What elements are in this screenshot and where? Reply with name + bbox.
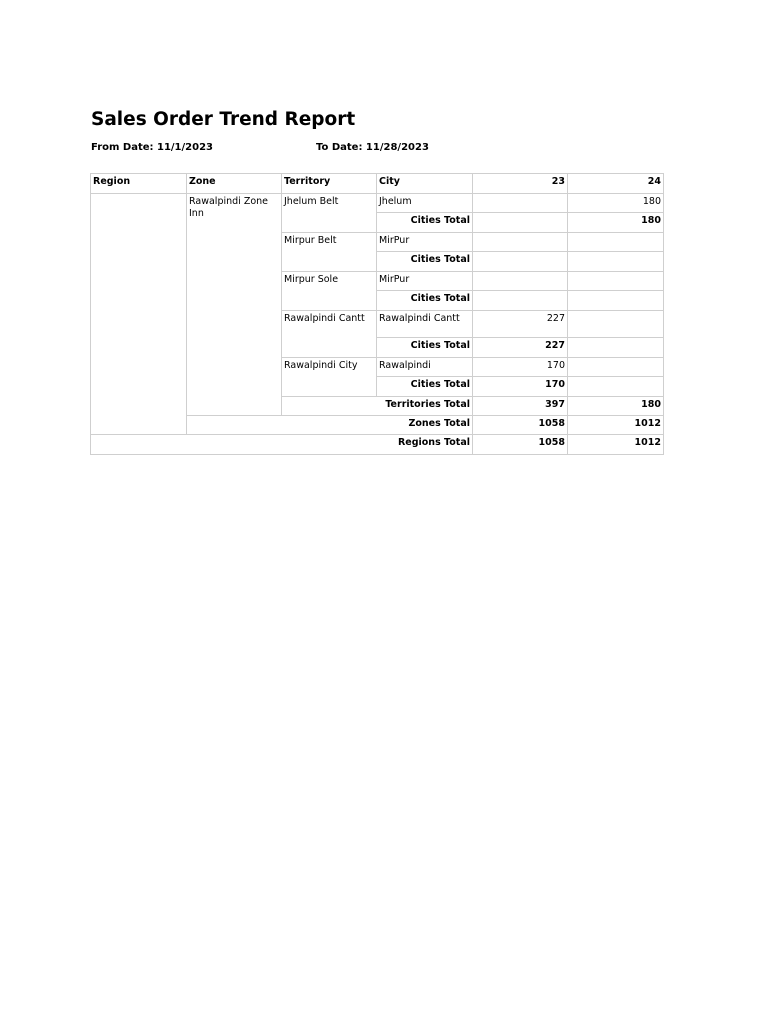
header-row (91, 174, 664, 194)
to-date-label: To Date: 11/28/2023 (316, 142, 429, 153)
city-value-23: 227 (473, 311, 568, 338)
cities-total-23: 227 (473, 338, 568, 358)
header-region: Region (91, 174, 187, 194)
territories-total-label: Territories Total (282, 397, 473, 416)
regions-total-23: 1058 (473, 435, 568, 455)
regions-total-label: Regions Total (91, 435, 473, 455)
header-territory: Territory (282, 174, 377, 194)
city-cell: MirPur (377, 233, 473, 252)
city-cell: MirPur (377, 272, 473, 291)
city-value-23 (473, 272, 568, 291)
city-cell: Rawalpindi (377, 358, 473, 377)
zones-total-23: 1058 (473, 416, 568, 435)
cities-total-label: Cities Total (377, 252, 473, 272)
territories-total-23: 397 (473, 397, 568, 416)
cities-total-24 (568, 291, 664, 311)
cities-total-label: Cities Total (377, 377, 473, 397)
city-value-23 (473, 194, 568, 213)
city-value-24: 180 (568, 194, 664, 213)
header-city: City (377, 174, 473, 194)
header-col-24: 24 (568, 174, 664, 194)
city-value-23: 170 (473, 358, 568, 377)
cities-total-24 (568, 377, 664, 397)
city-value-24 (568, 358, 664, 377)
cities-total-23 (473, 213, 568, 233)
zone-cell: Rawalpindi Zone Inn (187, 194, 282, 416)
header-zone: Zone (187, 174, 282, 194)
territories-total-24: 180 (568, 397, 664, 416)
cities-total-23 (473, 252, 568, 272)
regions-total-row (91, 435, 664, 455)
city-value-23 (473, 233, 568, 252)
cities-total-23 (473, 291, 568, 311)
cities-total-24 (568, 338, 664, 358)
city-cell: Rawalpindi Cantt (377, 311, 473, 338)
cities-total-label: Cities Total (377, 291, 473, 311)
territory-cell: Rawalpindi Cantt (282, 311, 377, 358)
cities-total-24: 180 (568, 213, 664, 233)
zones-total-label: Zones Total (187, 416, 473, 435)
cities-total-label: Cities Total (377, 213, 473, 233)
territory-cell: Jhelum Belt (282, 194, 377, 233)
city-value-24 (568, 233, 664, 252)
cities-total-23: 170 (473, 377, 568, 397)
territory-cell: Rawalpindi City (282, 358, 377, 397)
city-value-24 (568, 272, 664, 291)
header-col-23: 23 (473, 174, 568, 194)
region-cell (91, 194, 187, 435)
city-value-24 (568, 311, 664, 338)
from-date-label: From Date: 11/1/2023 (91, 142, 213, 153)
report-title: Sales Order Trend Report (91, 109, 356, 130)
table-row (91, 194, 664, 213)
regions-total-24: 1012 (568, 435, 664, 455)
territory-cell: Mirpur Sole (282, 272, 377, 311)
cities-total-24 (568, 252, 664, 272)
city-cell: Jhelum (377, 194, 473, 213)
cities-total-label: Cities Total (377, 338, 473, 358)
territory-cell: Mirpur Belt (282, 233, 377, 272)
sales-trend-table (90, 173, 664, 455)
zones-total-24: 1012 (568, 416, 664, 435)
